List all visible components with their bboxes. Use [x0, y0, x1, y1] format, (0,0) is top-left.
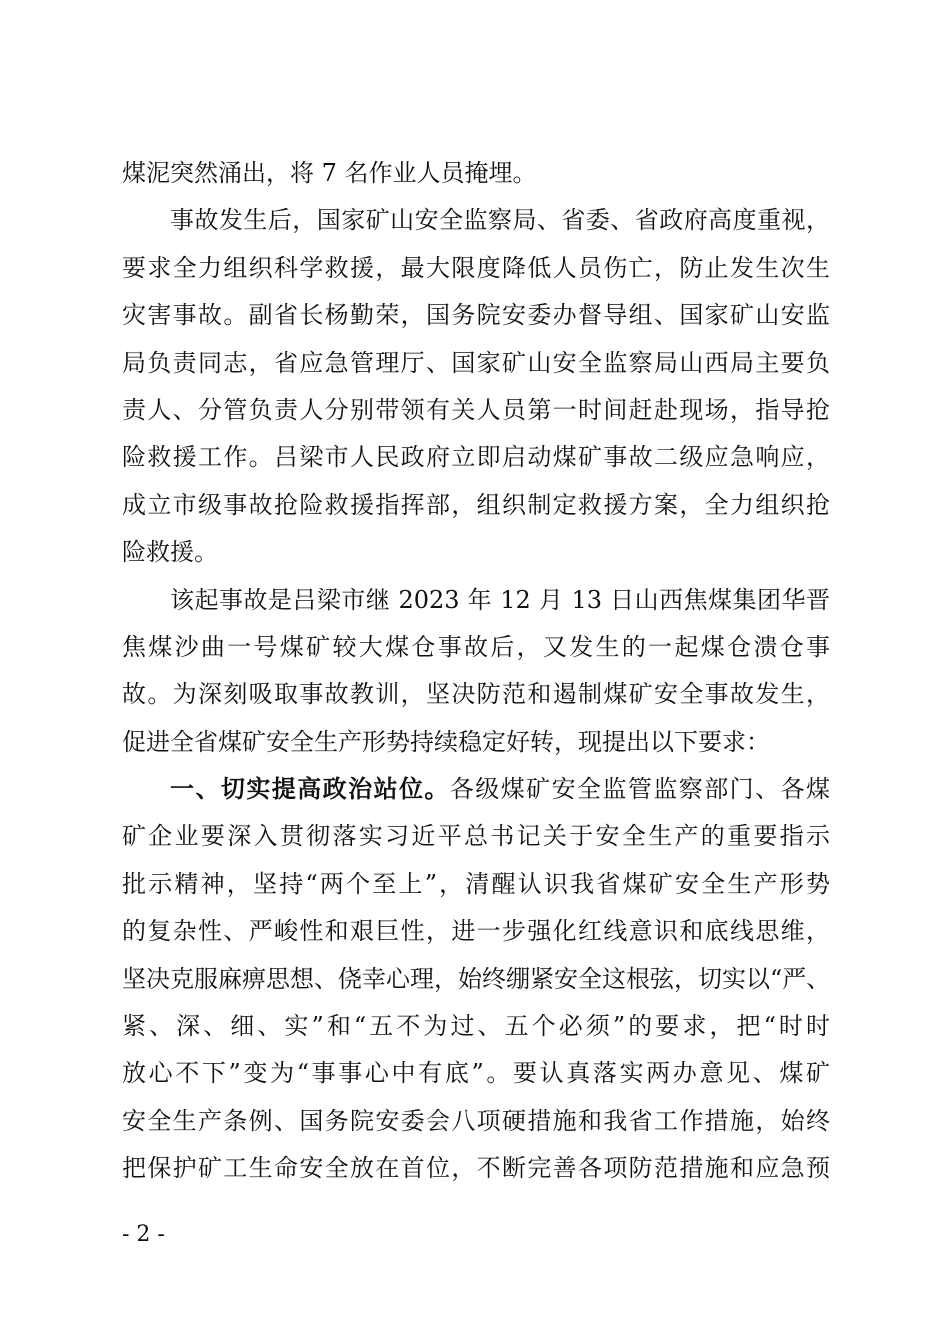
paragraph-2-line-7: 成立市级事故抢险救援指挥部，组织制定救援方案，全力组织抢 — [122, 490, 830, 519]
paragraph-4-line-7: 放心不下”变为“事事心中有底”。要认真落实两办意见、煤矿 — [122, 1059, 830, 1088]
paragraph-1-line-1: 煤泥突然涌出，将 7 名作业人员掩埋。 — [122, 159, 537, 187]
paragraph-3-line-2: 焦煤沙曲一号煤矿较大煤仓事故后，又发生的一起煤仓溃仓事 — [122, 632, 830, 661]
paragraph-4-line-3: 批示精神，坚持“两个至上”，清醒认识我省煤矿安全生产形势 — [122, 869, 830, 898]
document-body — [122, 150, 830, 1193]
paragraph-4-line-1-text: 各级煤矿安全监管监察部门、各煤 — [449, 775, 831, 804]
paragraph-2-line-3: 灾害事故。副省长杨勤荣，国务院安委办督导组、国家矿山安监 — [122, 301, 830, 330]
page-number: - 2 - — [122, 1222, 165, 1247]
paragraph-4-line-2: 矿企业要深入贯彻落实习近平总书记关于安全生产的重要指示 — [122, 822, 830, 851]
paragraph-3-line-1: 该起事故是吕梁市继 2023 年 12 月 13 日山西焦煤集团华晋 — [170, 585, 830, 614]
paragraph-4-line-5: 坚决克服麻痹思想、侥幸心理，始终绷紧安全这根弦，切实以“严、 — [122, 964, 831, 993]
paragraph-4-line-9: 把保护矿工生命安全放在首位，不断完善各项防范措施和应急预 — [122, 1154, 830, 1183]
paragraph-4-line-6: 紧、深、细、实”和“五不为过、五个必须”的要求，把“时时 — [122, 1012, 830, 1041]
paragraph-2-line-2: 要求全力组织科学救援，最大限度降低人员伤亡，防止发生次生 — [122, 253, 830, 282]
paragraph-2-line-8: 险救援。 — [122, 538, 218, 567]
section-heading: 一、切实提高政治站位。 — [170, 775, 450, 804]
paragraph-4-line-1 — [122, 766, 830, 813]
paragraph-3-line-4: 促进全省煤矿安全生产形势持续稳定好转，现提出以下要求： — [122, 727, 770, 756]
paragraph-2-line-4: 局负责同志，省应急管理厅、国家矿山安全监察局山西局主要负 — [122, 348, 830, 377]
paragraph-2-line-6: 险救援工作。吕梁市人民政府立即启动煤矿事故二级应急响应， — [122, 443, 830, 472]
paragraph-4-line-4: 的复杂性、严峻性和艰巨性，进一步强化红线意识和底线思维， — [122, 917, 830, 946]
paragraph-2-line-5: 责人、分管负责人分别带领有关人员第一时间赶赴现场，指导抢 — [122, 395, 830, 424]
paragraph-4-line-8: 安全生产条例、国务院安委会八项硬措施和我省工作措施，始终 — [122, 1106, 830, 1135]
paragraph-3-line-3: 故。为深刻吸取事故教训，坚决防范和遏制煤矿安全事故发生， — [122, 680, 830, 709]
paragraph-2-line-1: 事故发生后，国家矿山安全监察局、省委、省政府高度重视， — [170, 206, 830, 235]
